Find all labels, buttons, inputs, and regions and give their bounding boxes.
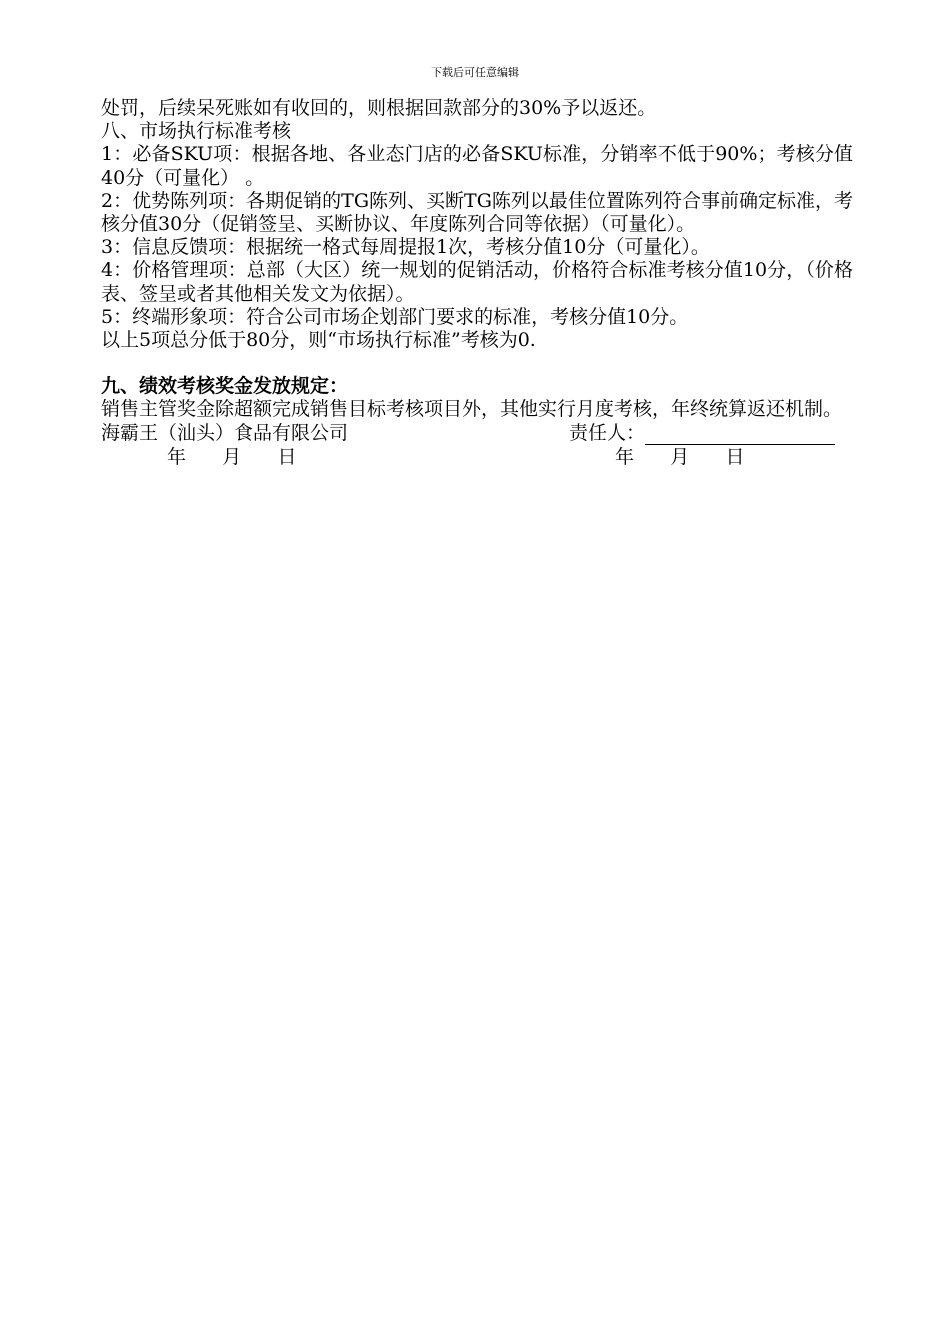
criteria-summary: 以上5项总分低于80分，则“市场执行标准”考核为0. bbox=[101, 329, 536, 352]
criterion-sku: 1：必备SKU项：根据各地、各业态门店的必备SKU标准，分销率不低于90%；考核分值40分（可量化） 。 bbox=[101, 143, 853, 189]
responsible-person bbox=[569, 422, 835, 445]
company-name: 海霸王（汕头）食品有限公司 bbox=[101, 421, 349, 444]
spacer bbox=[101, 352, 853, 375]
company-date: 年 月 日 bbox=[167, 445, 297, 468]
criterion-display: 2：优势陈列项：各期促销的TG陈列、买断TG陈列以最佳位置陈列符合事前确定标准，考核分值30分（促销签呈、买断协议、年度陈列合同等依据）（可量化）。 bbox=[101, 189, 853, 236]
criterion-terminal-image: 5：终端形象项：符合公司市场企划部门要求的标准，考核分值10分。 bbox=[101, 305, 689, 328]
section-eight-heading: 八、市场执行标准考核 bbox=[101, 120, 292, 143]
signature-row bbox=[101, 422, 853, 446]
responsible-date: 年 月 日 bbox=[615, 445, 745, 468]
page-header-note: 下载后可任意编辑 bbox=[431, 66, 519, 79]
section-nine-heading: 九、绩效考核奖金发放规定： bbox=[101, 375, 349, 398]
document-body bbox=[101, 97, 853, 470]
date-row bbox=[101, 446, 853, 470]
signature-line bbox=[645, 426, 835, 445]
paragraph-bad-debt-refund: 处罚，后续呆死账如有收回的，则根据回款部分的30%予以返还。 bbox=[101, 97, 657, 119]
criterion-feedback: 3：信息反馈项：根据统一格式每周提报1次，考核分值10分（可量化）。 bbox=[101, 236, 710, 259]
responsible-label: 责任人： bbox=[569, 421, 646, 444]
section-nine-body: 销售主管奖金除超额完成销售目标考核项目外，其他实行月度考核，年终统算返还机制。 bbox=[101, 398, 843, 421]
criterion-price: 4：价格管理项：总部（大区）统一规划的促销活动，价格符合标准考核分值10分，（价格表、签呈或者其他相关发文为依据）。 bbox=[101, 259, 853, 305]
